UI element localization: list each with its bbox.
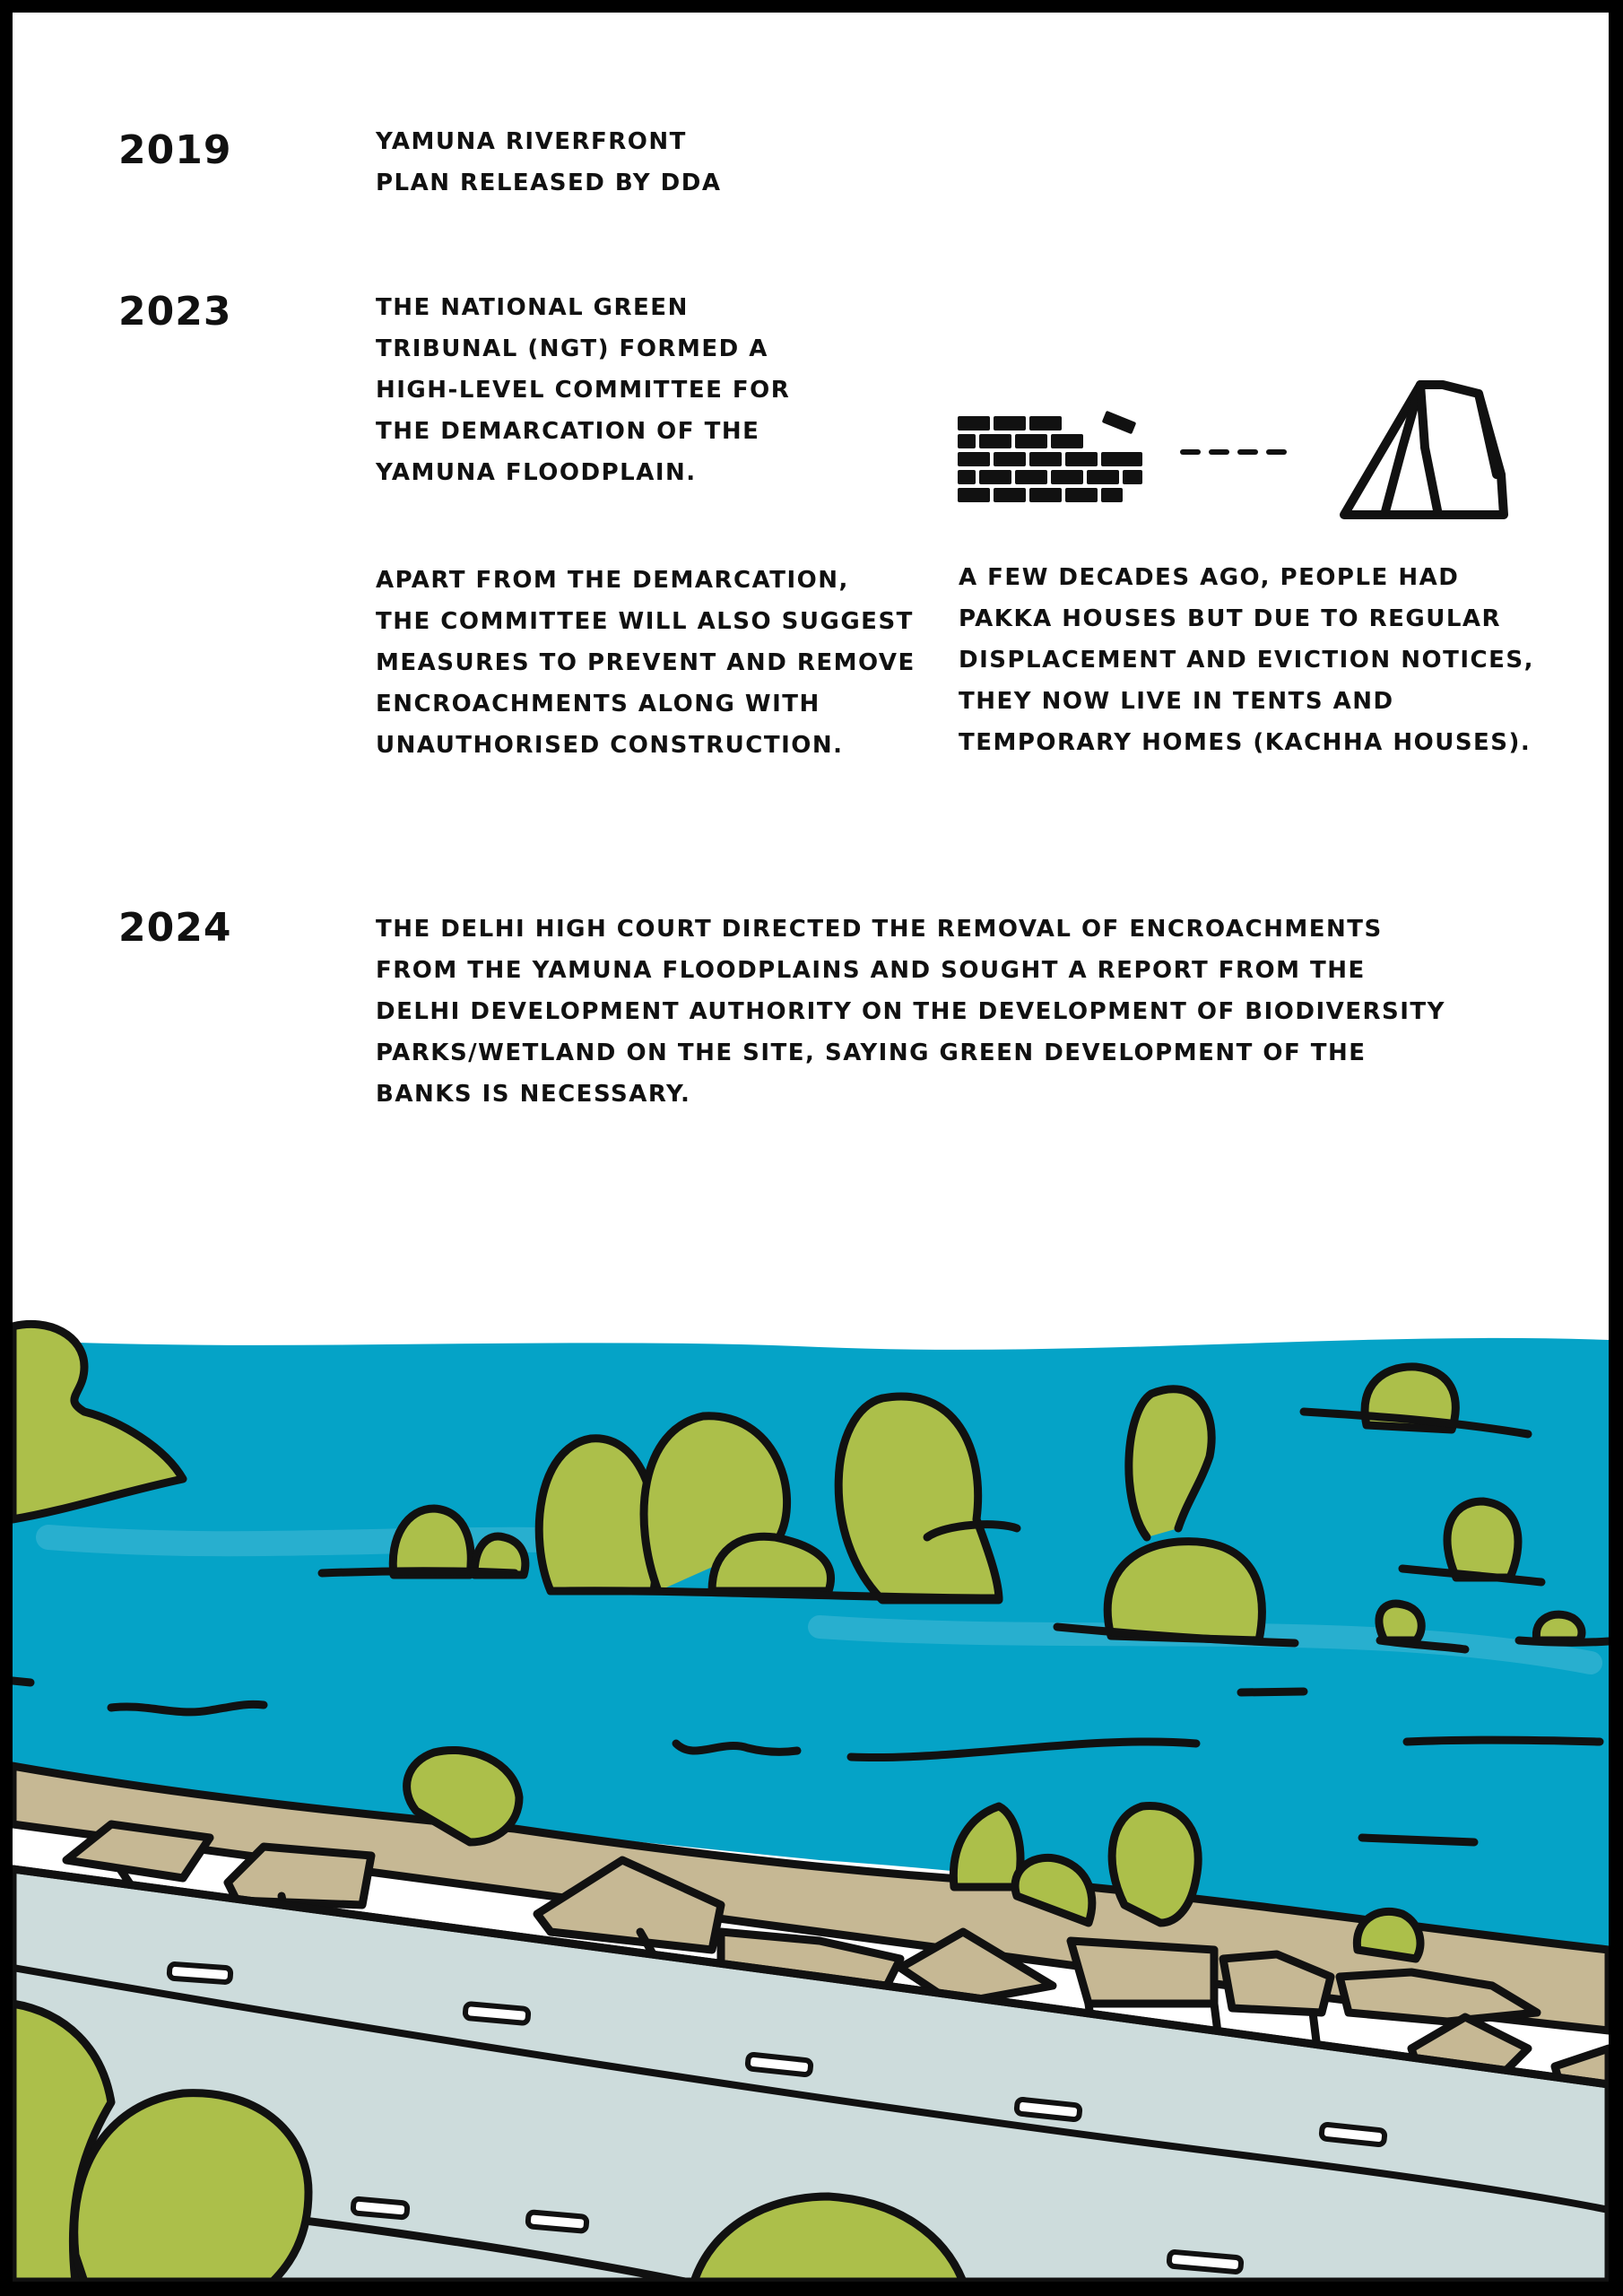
- entry-2023-line: YAMUNA FLOODPLAIN.: [376, 459, 697, 486]
- entry-2023-line: TRIBUNAL (NGT) FORMED A: [376, 335, 768, 362]
- houses-note-line: THEY NOW LIVE IN TENTS AND: [959, 688, 1394, 715]
- houses-note-line: TEMPORARY HOMES (KACHHA HOUSES).: [959, 729, 1532, 756]
- hut: [228, 1847, 371, 1905]
- houses-note-line: PAKKA HOUSES BUT DUE TO REGULAR: [959, 605, 1502, 632]
- entry-2023-line: HIGH-LEVEL COMMITTEE FOR: [376, 377, 791, 404]
- entry-2024-line: DELHI DEVELOPMENT AUTHORITY ON THE DEVELOPMENT OF BIODIVERSITY: [376, 998, 1445, 1025]
- island-tree: [539, 1439, 657, 1591]
- entry-2024-line: THE DELHI HIGH COURT DIRECTED THE REMOVAL OF ENCROACHMENTS: [376, 916, 1383, 943]
- entry-2023-extra-line: THE COMMITTEE WILL ALSO SUGGEST: [376, 608, 914, 635]
- island-tree: [1379, 1604, 1421, 1640]
- houses-note-line: DISPLACEMENT AND EVICTION NOTICES,: [959, 647, 1534, 674]
- island-tree: [1107, 1542, 1262, 1640]
- entry-2023-extra-line: APART FROM THE DEMARCATION,: [376, 567, 849, 594]
- entry-2019-line: YAMUNA RIVERFRONT: [376, 128, 687, 155]
- bank-tree: [1112, 1806, 1198, 1923]
- island-tree: [1536, 1614, 1582, 1640]
- year-2019: 2019: [118, 127, 232, 173]
- entry-2024-line: FROM THE YAMUNA FLOODPLAINS AND SOUGHT A REPORT FROM THE: [376, 957, 1366, 984]
- entry-2023-line: THE NATIONAL GREEN: [376, 294, 689, 321]
- entry-2023-line: THE DEMARCATION OF THE: [376, 418, 760, 445]
- bank-tree: [1357, 1911, 1420, 1959]
- entry-2019-line: PLAN RELEASED BY DDA: [376, 170, 722, 196]
- entry-2024-line: BANKS IS NECESSARY.: [376, 1081, 691, 1108]
- illustration-page: [13, 13, 1609, 2282]
- entry-2023-extra-line: ENCROACHMENTS ALONG WITH: [376, 691, 820, 718]
- houses-note-line: A FEW DECADES AGO, PEOPLE HAD: [959, 564, 1460, 591]
- hut: [1071, 1941, 1214, 2004]
- river-scene-illustration: [13, 13, 1609, 2282]
- island-tree: [393, 1509, 471, 1575]
- entry-2024-line: PARKS/WETLAND ON THE SITE, SAYING GREEN DEVELOPMENT OF THE: [376, 1039, 1367, 1066]
- entry-2023-extra-line: MEASURES TO PREVENT AND REMOVE: [376, 649, 916, 676]
- entry-2023-extra-line: UNAUTHORISED CONSTRUCTION.: [376, 732, 844, 759]
- year-2024: 2024: [118, 905, 232, 951]
- year-2023: 2023: [118, 289, 232, 335]
- island-tree: [1447, 1501, 1518, 1578]
